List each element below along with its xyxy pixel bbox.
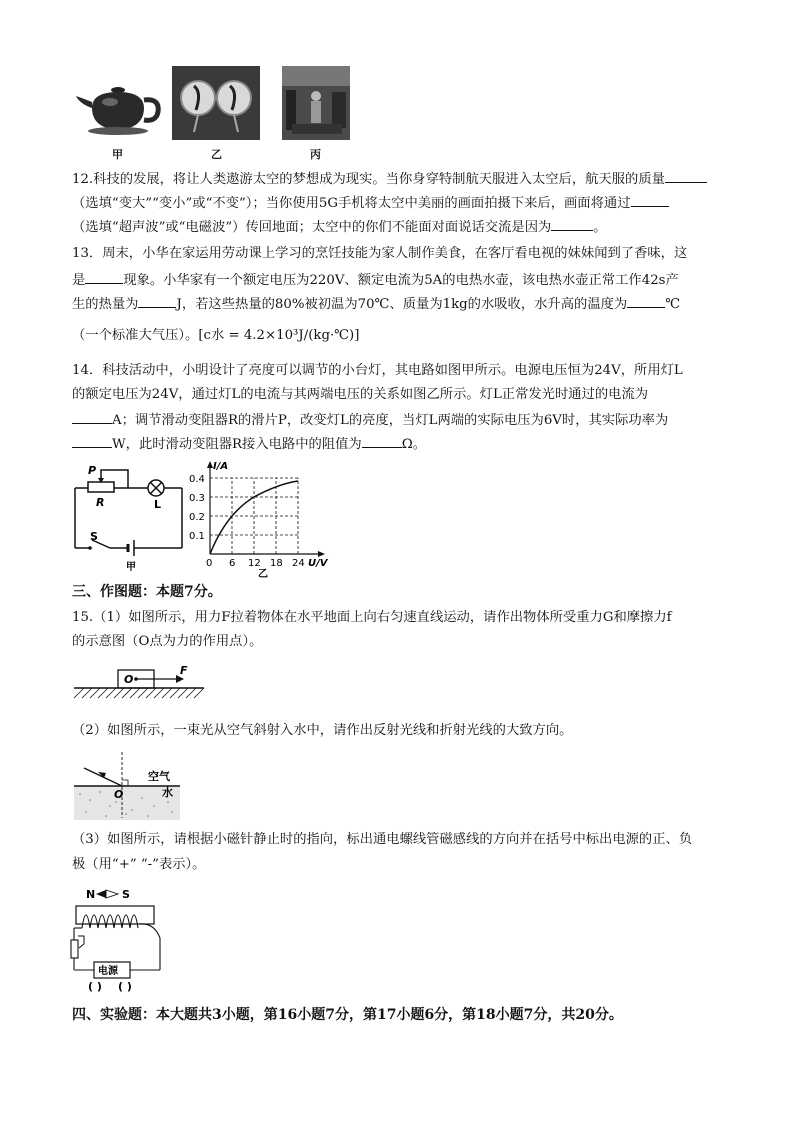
x-tick-6: 6	[229, 558, 236, 569]
force-f-label: F	[180, 664, 188, 677]
section3-heading: 三、作图题：本题7分。	[72, 584, 222, 600]
q12-line3: （选填“超声波”或“电磁波”）传回地面；太空中的你们不能面对面说话交流是因为 。	[72, 217, 724, 237]
circuit-label-l: L	[154, 498, 162, 511]
photo-label-c: 丙	[310, 148, 321, 161]
globes-image	[172, 66, 260, 140]
rheostat	[71, 940, 78, 958]
water-label: 水	[162, 786, 173, 799]
q14-blank3[interactable]	[362, 434, 402, 448]
point-o-label: O	[124, 673, 134, 686]
q14-line2: 的额定电压为24V，通过灯L的电流与其两端电压的关系如图乙所示。灯L正常发光时通过的电流为	[72, 387, 649, 402]
light-refraction-figure	[72, 748, 182, 822]
q13-line4: （一个标准大气压）。[c水 = 4.2×10³J/(kg·℃)]	[72, 328, 360, 343]
circuit-label-r: R	[96, 496, 105, 509]
q12-line1: 12.科技的发展，将让人类遨游太空的梦想成为现实。当你身穿特制航天服进入太空后，航天服的质量	[72, 169, 724, 189]
y-tick-0.3: 0.3	[189, 493, 205, 504]
circuit-diagram-a	[70, 460, 192, 572]
q14-blank1[interactable]	[72, 410, 112, 424]
q13-blank1[interactable]	[85, 270, 123, 284]
classroom-photo	[282, 66, 350, 140]
right-terminal-bracket[interactable]: ( )	[118, 980, 132, 992]
teapot-image	[72, 68, 164, 140]
teapot-photo	[72, 68, 164, 140]
x-tick-18: 18	[270, 558, 283, 569]
q13-line2: 是 现象。小华家有一个额定电压为220V、额定电流为5A的电热水壶，该电热水壶正常工作42s产	[72, 270, 724, 290]
globes-photo	[172, 66, 260, 140]
graph-xlabel: U/V	[308, 558, 328, 569]
circuit-label-p: P	[88, 464, 97, 477]
q12-blank3[interactable]	[551, 217, 593, 231]
needle-n-label: N	[86, 888, 96, 901]
left-terminal-bracket[interactable]: ( )	[88, 980, 102, 992]
incidence-point-label: O	[114, 788, 124, 801]
q14-line3: A；调节滑动变阻器R的滑片P，改变灯L的亮度，当灯L两端的实际电压为6V时，其实际功率为	[72, 410, 724, 430]
q15-part3-line1: （3）如图所示，请根据小磁针静止时的指向，标出通电螺线管磁感线的方向并在括号中标出电源的正、负	[72, 832, 693, 847]
photo-label-a: 甲	[112, 148, 123, 161]
q14-line4: W，此时滑动变阻器R接入电路中的阻值为 Ω。	[72, 434, 724, 454]
circuit-caption: 甲	[126, 562, 136, 572]
q13-line3: 生的热量为 J，若这些热量的80%被初温为70℃、质量为1kg的水吸收，水升高的温度为 ℃	[72, 294, 724, 314]
q15-line2: 的示意图（O点为力的作用点）。	[72, 634, 263, 649]
x-tick-0: 0	[206, 558, 213, 569]
q13-blank2[interactable]	[138, 294, 176, 308]
compass-needle-s	[106, 890, 118, 898]
q15-part2-text: （2）如图所示，一束光从空气斜射入水中，请作出反射光线和折射光线的大致方向。	[72, 723, 573, 738]
q15-line1: 15.（1）如图所示，用力F拉着物体在水平地面上向右匀速直线运动，请作出物体所受重力G和摩擦力f	[72, 610, 672, 625]
y-tick-0.2: 0.2	[189, 512, 205, 523]
block-on-ground-figure	[72, 664, 206, 704]
rheostat-symbol	[88, 482, 114, 492]
q13-line1: 13．周末，小华在家运用劳动课上学习的烹饪技能为家人制作美食，在客厅看电视的妹妹闻到了香味，这	[72, 246, 688, 261]
compass-needle-n	[96, 890, 106, 898]
iv-graph-b	[188, 458, 338, 578]
graph-ylabel: I/A	[213, 461, 229, 472]
q12-blank2[interactable]	[631, 193, 669, 207]
q12-line2: （选填“变大”“变小”或“不变”）；当你使用5G手机将太空中美丽的画面拍摄下来后，画面将通过	[72, 193, 724, 213]
power-source-label: 电源	[98, 966, 118, 977]
classroom-image	[282, 66, 350, 140]
q15-part3-line2: 极（用“+” “-”表示）。	[72, 857, 206, 872]
q13-blank3[interactable]	[627, 294, 665, 308]
graph-caption: 乙	[258, 569, 268, 578]
y-tick-0.4: 0.4	[189, 474, 205, 485]
q12-blank1[interactable]	[665, 169, 707, 183]
ground-hatching	[74, 688, 204, 698]
air-label: 空气	[148, 770, 170, 783]
grid-lines	[210, 478, 298, 554]
circuit-label-s: S	[90, 530, 98, 543]
section4-heading: 四、实验题：本大题共3小题，第16小题7分，第17小题6分，第18小题7分，共20分。	[72, 1007, 623, 1023]
q14-blank2[interactable]	[72, 434, 112, 448]
y-tick-0.1: 0.1	[189, 531, 205, 542]
solenoid-circuit-figure	[70, 882, 166, 992]
needle-s-label: S	[122, 888, 130, 901]
x-tick-12: 12	[248, 558, 261, 569]
photo-label-b: 乙	[211, 148, 222, 161]
q14-line1: 14．科技活动中，小明设计了亮度可以调节的小台灯，其电路如图甲所示。电源电压恒为24V，所用灯L	[72, 363, 683, 378]
x-tick-24: 24	[292, 558, 305, 569]
